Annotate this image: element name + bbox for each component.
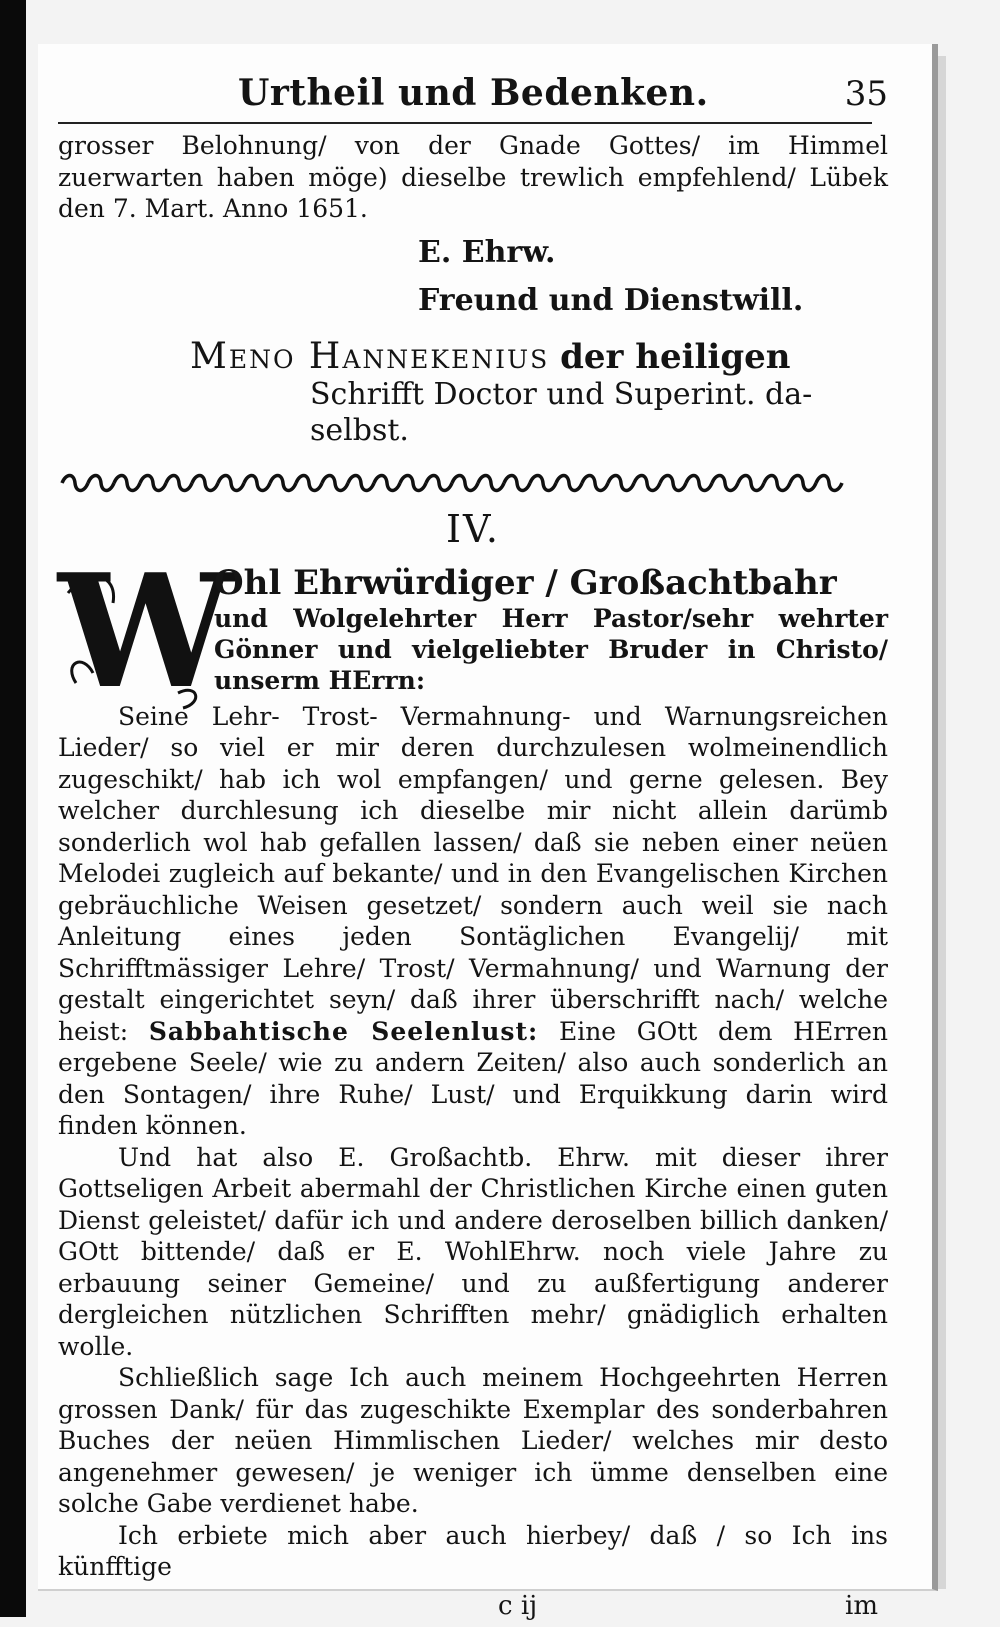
dropcap-letter: W [58,539,234,723]
ornament-link [660,475,686,490]
signature-block [190,337,888,449]
signatory-title-3: selbst. [310,412,409,448]
closing-formula: Freund und Dienstwill. [418,282,804,318]
paragraph-4: Ich erbiete mich aber auch hierbey/ daß / so Ich ins künfftige [58,1520,888,1581]
ornament-link [582,475,608,490]
book-binding-shadow [0,0,26,1617]
running-head-title: Urtheil und Bedenken. [238,72,709,114]
paragraph-2: Und hat also E. Großachtb. Ehrw. mit dieser ihrer Gottseligen Arbeit abermahl der Christlichen Kirche einen guten Dienst geleistet/ dafür ich und andere deroselben billich danken/ GOtt bittende/ daß er E. WohlEhrw. noch viele Jahre zu erbauung seiner Gemeine/ und zu außfertigung anderer dergleichen nützlichen Schrifften mehr/ gnädiglich erhalten wolle. [58,1142,888,1361]
salutation: E. Ehrw. [418,234,556,270]
ornament-link [530,475,556,490]
signatory-title-2: Schrifft Doctor und Superint. da- [310,376,813,412]
ornament-link [764,475,790,490]
paragraph-3: Schließlich sage Ich auch meinem Hochgeehrten Herren grossen Dank/ für das zugeschikte Exemplar des sonderbahren Buches der neüen Himmlischen Lieder/ welches mir desto angenehmer gewesen/ je weniger ich ümme denselben eine solche Gabe verdienet habe. [58,1363,888,1518]
ornament-link [478,475,504,490]
ornament-link [270,475,296,490]
opening-first-line: Ohl Ehrwürdiger / Großachtbahr [214,562,837,603]
book-page [38,44,938,1621]
opening-text [214,563,888,696]
ornament-link [608,475,634,490]
page-content [58,64,888,1627]
ornament-link [400,475,426,490]
ornament-link [192,475,218,490]
ornament-link [88,475,114,490]
signatory-name: Meno Hannekenius [190,335,550,377]
page-number: 35 [844,74,888,114]
ornament-link [348,475,374,490]
signature-mark: c ij [498,1590,538,1621]
ornament-link [504,475,530,490]
ornamental-divider [58,471,888,497]
page-edge [938,56,946,1589]
ornament-link [790,475,816,490]
paragraph-1-continuation: Eine GOtt dem HErren ergebene Seele/ wie zu andern Zeiten/ also auch sonderlich an den Sontagen/ ihre Ruhe/ Lust/ und Erquikkung darin wird finden können. [58,1016,888,1140]
ornament-link [686,475,712,490]
ornament-link [218,475,244,490]
book-title-emphasis: Sabbahtische Seelenlust: [148,1016,539,1046]
ornament-link [816,475,842,490]
ornament-link [374,475,400,490]
page-footer [58,1587,888,1627]
opening-address: und Wolgelehrter Herr Pastor/sehr wehrter Gönner und vielgeliebter Bruder in Christo/ unserm HErrn: [214,603,888,695]
ornament-link [452,475,478,490]
ornament-link [140,475,166,490]
letter-opening [58,539,888,723]
ornament-link [296,475,322,490]
ornament-link [712,475,738,490]
ornament-chain [58,471,848,495]
ornament-link [114,475,140,490]
catchword: im [845,1590,878,1621]
ornament-link [244,475,270,490]
ornament-link [738,475,764,490]
head-rule [58,122,872,124]
ornament-link [62,475,88,490]
continuation-paragraph: grosser Belohnung/ von der Gnade Gottes/ im Himmel zuerwarten haben möge) dieselbe trewlich empfehlend/ Lübek den 7. Mart. Anno 1651. [58,131,888,223]
section-heading: IV. [446,506,500,551]
ornament-link [166,475,192,490]
paragraph-1-text: Seine Lehr- Trost- Vermahnung- und Warnungsreichen Lieder/ so viel er mir deren durchzulesen wolmeinendlich zugeschikt/ hab ich wol empfangen/ und gerne gelesen. Bey welcher durchlesung ich dieselbe mir nicht allein darümb sonderlich wol hab gefallen lassen/ daß sie neben einer neüen Melodei zugleich auf bekante/ und in den Evangelischen Kirchen gebräuchliche Weisen gesetzet/ sondern auch weil sie nach Anleitung eines jeden Sontäglichen Evangelij/ mit Schrifftmässiger Lehre/ Trost/ Vermahnung/ und Warnung der gestalt eingerichtet seyn/ daß ihrer überschrifft nach/ welche heist: [58,701,888,1046]
ornament-link [634,475,660,490]
ornament-link [426,475,452,490]
ornament-link [556,475,582,490]
signatory-title-1: der heiligen [560,336,791,377]
ornament-link [322,475,348,490]
running-head [58,64,888,116]
paragraph-1 [58,701,888,1142]
